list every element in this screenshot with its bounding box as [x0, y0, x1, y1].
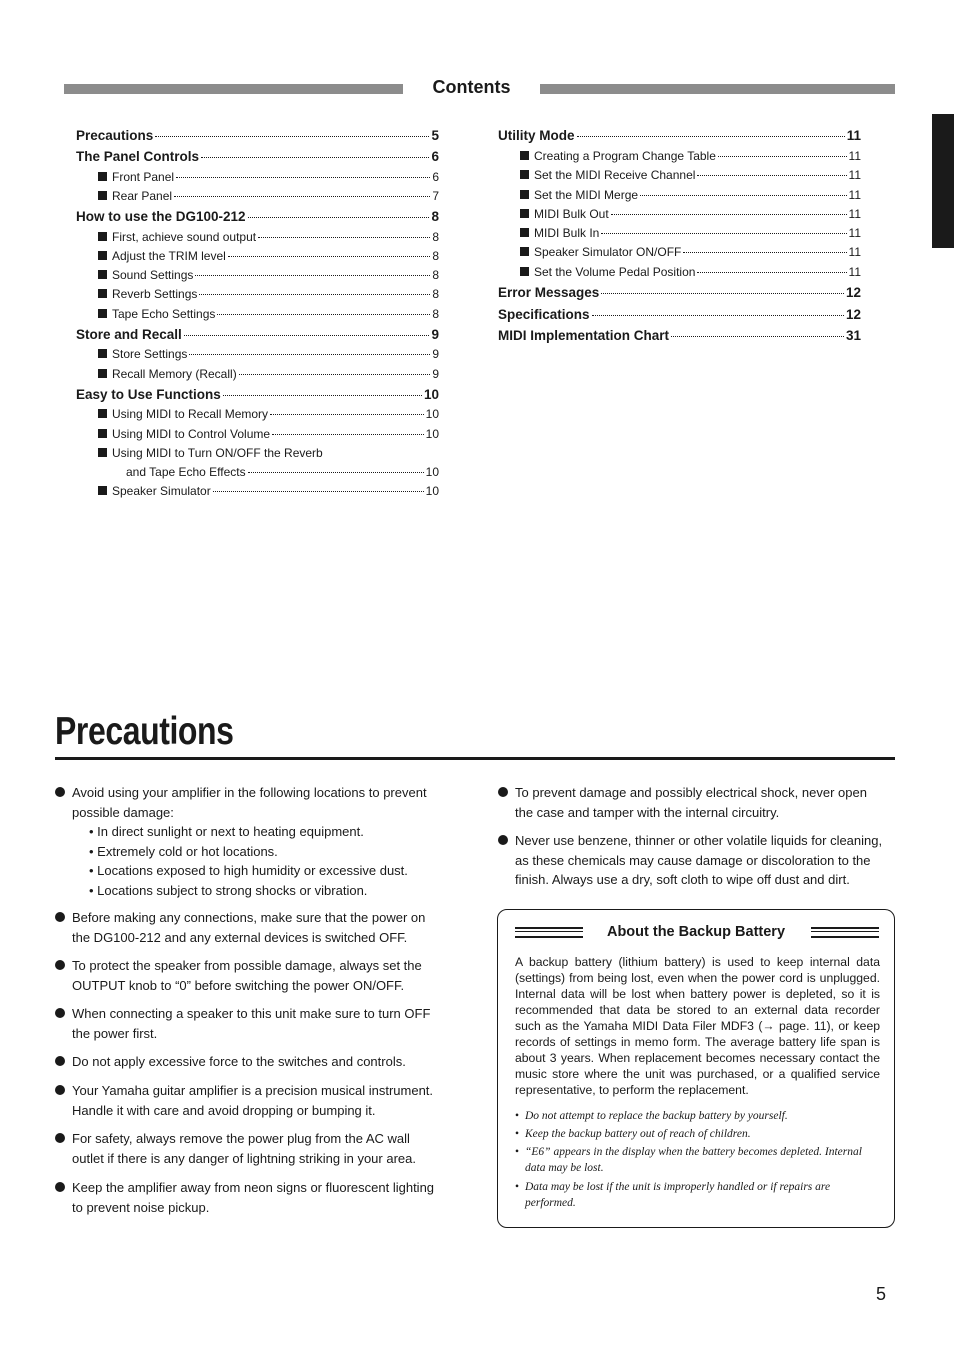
toc-entry-page: 8 — [432, 230, 439, 244]
toc-leader-dots — [718, 156, 847, 157]
toc-entry-page: 11 — [848, 245, 861, 259]
toc-entry — [76, 230, 439, 244]
backup-battery-box — [497, 909, 895, 1228]
toc-entry-page: 11 — [846, 128, 861, 143]
page-number: 5 — [876, 1284, 887, 1304]
toc-entry — [76, 307, 439, 321]
precaution-text — [72, 783, 450, 900]
toc-entry-page: 12 — [845, 307, 861, 322]
toc-entry-page: 10 — [425, 465, 439, 479]
square-bullet-icon — [520, 267, 529, 276]
toc-entry-page: 10 — [425, 427, 439, 441]
toc-leader-dots — [592, 315, 844, 316]
toc-leader-dots — [201, 157, 429, 158]
toc-entry — [76, 347, 439, 361]
toc-entry — [76, 367, 439, 381]
toc-leader-dots — [611, 214, 847, 215]
toc-leader-dots — [199, 294, 430, 295]
toc-entry-label: Using MIDI to Recall Memory — [112, 407, 269, 421]
toc-entry — [76, 170, 439, 184]
toc-entry — [498, 149, 861, 163]
precaution-line: To prevent damage and possibly electrical shock, never open — [515, 785, 867, 800]
toc-entry-label: MIDI Bulk Out — [534, 207, 609, 221]
toc-entry-label: MIDI Implementation Chart — [498, 328, 670, 343]
square-bullet-icon — [98, 309, 107, 318]
toc-entry — [498, 168, 861, 182]
toc-entry-label: Precautions — [76, 128, 154, 143]
precaution-line: Before making any connections, make sure that the power on — [72, 910, 426, 925]
bullet-dot-icon — [55, 1133, 65, 1143]
toc-leader-dots — [184, 335, 430, 336]
precaution-line: as these chemicals may cause damage or discoloration to the — [515, 852, 871, 868]
toc-entry-label: First, achieve sound output — [112, 230, 257, 244]
bullet-dot-icon — [55, 1085, 65, 1095]
toc-entry-label: Creating a Program Change Table — [534, 149, 716, 163]
precaution-line: OUTPUT knob to “0” before switching the power ON/OFF. — [72, 977, 405, 993]
square-bullet-icon — [98, 191, 107, 200]
toc-entry-page: 11 — [848, 207, 861, 221]
toc-entry-label: Using MIDI to Turn ON/OFF the Reverb — [112, 446, 323, 460]
precaution-subitem: • Locations subject to strong shocks or vibration. — [89, 882, 368, 898]
toc-entry-page: 8 — [432, 287, 439, 301]
square-bullet-icon — [520, 170, 529, 179]
toc-leader-dots — [270, 414, 424, 415]
toc-entry-page: 10 — [423, 387, 439, 402]
square-bullet-icon — [98, 486, 107, 495]
toc-entry-label: The Panel Controls — [76, 149, 200, 164]
backup-battery-body: A backup battery (lithium battery) is used to keep internal data (settings) from being lost, even when the power cord is unplugged. Internal data will be lost when battery power is depleted, so it is recommended that data be stored to an external data recorder such as the Yamaha MIDI Data Filer MDF3 (→ page. 11), or keep records of settings in memo form. The average battery life span is about 3 years. When replacement becomes necessary contact the music store where the unit was purchased, or a qualified service representative, to perform the replacement. — [515, 955, 880, 1097]
toc-entry-label: and Tape Echo Effects — [126, 465, 246, 479]
note-bullet-icon: • — [515, 1181, 520, 1193]
precaution-text — [72, 1178, 450, 1217]
battery-note — [515, 1179, 880, 1211]
square-bullet-icon — [98, 429, 107, 438]
precaution-line: possible damage: — [72, 804, 174, 820]
toc-entry-page: 11 — [848, 149, 861, 163]
toc-entry-page: 8 — [431, 209, 439, 224]
contents-header-bar-right — [540, 84, 895, 94]
toc-entry — [498, 285, 861, 300]
toc-entry — [498, 265, 861, 279]
bullet-dot-icon — [55, 1008, 65, 1018]
precaution-subitem: • Extremely cold or hot locations. — [89, 843, 278, 859]
toc-entry — [76, 149, 439, 164]
toc-entry-label: Recall Memory (Recall) — [112, 367, 237, 381]
toc-entry-page: 6 — [431, 149, 439, 164]
precaution-line: the case and tamper with the internal circuitry. — [515, 804, 780, 820]
toc-leader-dots — [577, 136, 845, 137]
bullet-dot-icon — [498, 787, 508, 797]
toc-leader-dots — [213, 491, 424, 492]
toc-entry-label: Sound Settings — [112, 268, 194, 282]
toc-entry-label: Set the MIDI Receive Channel — [534, 168, 696, 182]
precaution-line: the DG100-212 and any external devices is switched OFF. — [72, 929, 408, 945]
toc-entry-page: 31 — [845, 328, 861, 343]
toc-entry — [498, 128, 861, 143]
toc-leader-dots — [248, 217, 430, 218]
precaution-line: outlet if there is any danger of lightning striking in your area. — [72, 1150, 416, 1166]
toc-entry-page: 10 — [425, 484, 439, 498]
toc-leader-dots — [223, 395, 422, 396]
bullet-dot-icon — [498, 835, 508, 845]
toc-entry — [498, 226, 861, 240]
precaution-subitem: • Locations exposed to high humidity or excessive dust. — [89, 863, 408, 878]
toc-entry — [498, 245, 861, 259]
toc-leader-dots — [601, 293, 844, 294]
square-bullet-icon — [98, 409, 107, 418]
bullet-dot-icon — [55, 912, 65, 922]
toc-entry-label: Speaker Simulator — [112, 484, 211, 498]
toc-entry — [76, 484, 439, 498]
precautions-title: Precautions — [55, 710, 234, 753]
precaution-line: Do not apply excessive force to the switches and controls. — [72, 1054, 406, 1069]
battery-note — [515, 1144, 880, 1176]
precaution-line: Handle it with care and avoid dropping or bumping it. — [72, 1102, 376, 1118]
section-thumb-tab — [932, 114, 954, 248]
toc-entry-label: Set the MIDI Merge — [534, 188, 639, 202]
toc-leader-dots — [272, 434, 424, 435]
note-bullet-icon: • — [515, 1110, 520, 1122]
precaution-subitem: • In direct sunlight or next to heating equipment. — [89, 824, 364, 839]
contents-title: Contents — [432, 77, 511, 97]
precaution-line: Avoid using your amplifier in the following locations to prevent — [72, 785, 427, 800]
toc-leader-dots — [239, 374, 431, 375]
backup-battery-title: About the Backup Battery — [606, 924, 786, 940]
battery-note-text: Do not attempt to replace the backup battery by yourself. — [525, 1110, 788, 1122]
toc-entry-label: Reverb Settings — [112, 287, 198, 301]
toc-entry-page: 5 — [431, 128, 439, 143]
square-bullet-icon — [98, 369, 107, 378]
toc-leader-dots — [697, 272, 846, 273]
toc-leader-dots — [195, 275, 430, 276]
battery-note-text: Data may be lost if the unit is improperly handled or if repairs are performed. — [525, 1181, 831, 1209]
note-bullet-icon: • — [515, 1128, 520, 1140]
toc-entry — [76, 427, 439, 441]
toc-leader-dots — [697, 175, 846, 176]
square-bullet-icon — [520, 247, 529, 256]
toc-leader-dots — [228, 256, 430, 257]
note-bullet-icon: • — [515, 1146, 520, 1158]
toc-entry — [76, 189, 439, 203]
toc-entry-label: Utility Mode — [498, 128, 575, 143]
toc-entry-label: Speaker Simulator ON/OFF — [534, 245, 682, 259]
precaution-text — [515, 831, 893, 890]
toc-entry — [76, 387, 439, 402]
battery-note — [515, 1126, 880, 1142]
square-bullet-icon — [98, 448, 107, 457]
toc-entry-page: 9 — [431, 327, 439, 342]
square-bullet-icon — [98, 232, 107, 241]
toc-entry-page: 12 — [845, 285, 861, 300]
precaution-text — [72, 908, 450, 947]
toc-entry-label: Store Settings — [112, 347, 188, 361]
toc-entry-page: 7 — [432, 189, 439, 203]
toc-leader-dots — [176, 177, 430, 178]
toc-entry-page: 8 — [432, 307, 439, 321]
precaution-line: Keep the amplifier away from neon signs or fluorescent lighting — [72, 1180, 435, 1195]
contents-header-bar-left — [64, 84, 403, 94]
toc-entry-label: Set the Volume Pedal Position — [534, 265, 696, 279]
precautions-title-rule — [55, 757, 895, 760]
battery-note — [515, 1108, 880, 1124]
toc-entry-page: 9 — [432, 367, 439, 381]
bullet-dot-icon — [55, 1056, 65, 1066]
toc-entry-page: 11 — [848, 168, 861, 182]
toc-leader-dots — [248, 472, 424, 473]
toc-entry — [76, 249, 439, 263]
toc-entry — [498, 188, 861, 202]
toc-entry-label: Tape Echo Settings — [112, 307, 216, 321]
precaution-line: Never use benzene, thinner or other volatile liquids for cleaning, — [515, 833, 883, 848]
toc-entry — [76, 407, 439, 421]
square-bullet-icon — [520, 228, 529, 237]
toc-entry-page: 11 — [848, 226, 861, 240]
bullet-dot-icon — [55, 1182, 65, 1192]
square-bullet-icon — [98, 251, 107, 260]
square-bullet-icon — [98, 289, 107, 298]
precaution-text — [72, 956, 450, 995]
precaution-text — [72, 1052, 450, 1072]
square-bullet-icon — [520, 209, 529, 218]
square-bullet-icon — [520, 190, 529, 199]
toc-entry — [76, 465, 439, 479]
square-bullet-icon — [98, 172, 107, 181]
precaution-text — [72, 1004, 450, 1043]
bullet-dot-icon — [55, 787, 65, 797]
bullet-dot-icon — [55, 960, 65, 970]
toc-entry — [76, 209, 439, 224]
toc-entry-label: Front Panel — [112, 170, 175, 184]
precaution-line: For safety, always remove the power plug from the AC wall — [72, 1131, 410, 1146]
toc-entry — [76, 128, 439, 143]
toc-leader-dots — [217, 314, 430, 315]
toc-leader-dots — [189, 354, 430, 355]
battery-note-text: “E6” appears in the display when the battery becomes depleted. Internal data may be lost. — [525, 1146, 862, 1174]
precaution-line: the power first. — [72, 1025, 158, 1041]
toc-entry-page: 8 — [432, 249, 439, 263]
toc-leader-dots — [258, 237, 430, 238]
toc-entry — [76, 287, 439, 301]
precaution-line: finish. Always use a dry, soft cloth to wipe off dust and dirt. — [515, 872, 850, 887]
toc-leader-dots — [671, 336, 844, 337]
toc-entry-label: Error Messages — [498, 285, 600, 300]
toc-entry-page: 9 — [432, 347, 439, 361]
toc-leader-dots — [683, 252, 846, 253]
precaution-text — [515, 783, 893, 822]
toc-entry-label: Specifications — [498, 307, 590, 322]
toc-entry-label: Using MIDI to Control Volume — [112, 427, 271, 441]
square-bullet-icon — [98, 349, 107, 358]
toc-entry-label: MIDI Bulk In — [534, 226, 600, 240]
precaution-line: When connecting a speaker to this unit make sure to turn OFF — [72, 1006, 431, 1021]
toc-entry-label: Adjust the TRIM level — [112, 249, 226, 263]
toc-entry — [76, 327, 439, 342]
toc-entry — [498, 307, 861, 322]
precaution-line: To protect the speaker from possible damage, always set the — [72, 958, 422, 973]
toc-leader-dots — [155, 136, 429, 137]
toc-entry-page: 10 — [425, 407, 439, 421]
toc-entry-label: Rear Panel — [112, 189, 173, 203]
toc-entry-page: 6 — [432, 170, 439, 184]
precaution-line: Your Yamaha guitar amplifier is a precision musical instrument. — [72, 1083, 434, 1098]
toc-entry — [76, 446, 439, 460]
toc-entry — [76, 268, 439, 282]
precaution-line: to prevent noise pickup. — [72, 1199, 210, 1215]
precaution-text — [72, 1129, 450, 1168]
square-bullet-icon — [98, 270, 107, 279]
toc-entry — [498, 328, 861, 343]
square-bullet-icon — [520, 151, 529, 160]
toc-entry-label: Store and Recall — [76, 327, 182, 342]
toc-leader-dots — [601, 233, 846, 234]
toc-entry — [498, 207, 861, 221]
toc-entry-page: 8 — [432, 268, 439, 282]
toc-entry-label: Easy to Use Functions — [76, 387, 221, 402]
battery-note-text: Keep the backup battery out of reach of children. — [525, 1128, 751, 1140]
toc-leader-dots — [174, 196, 430, 197]
toc-leader-dots — [640, 195, 846, 196]
toc-entry-page: 11 — [848, 265, 861, 279]
toc-entry-label: How to use the DG100-212 — [76, 209, 246, 224]
precaution-text — [72, 1081, 450, 1120]
toc-entry-page: 11 — [848, 188, 861, 202]
